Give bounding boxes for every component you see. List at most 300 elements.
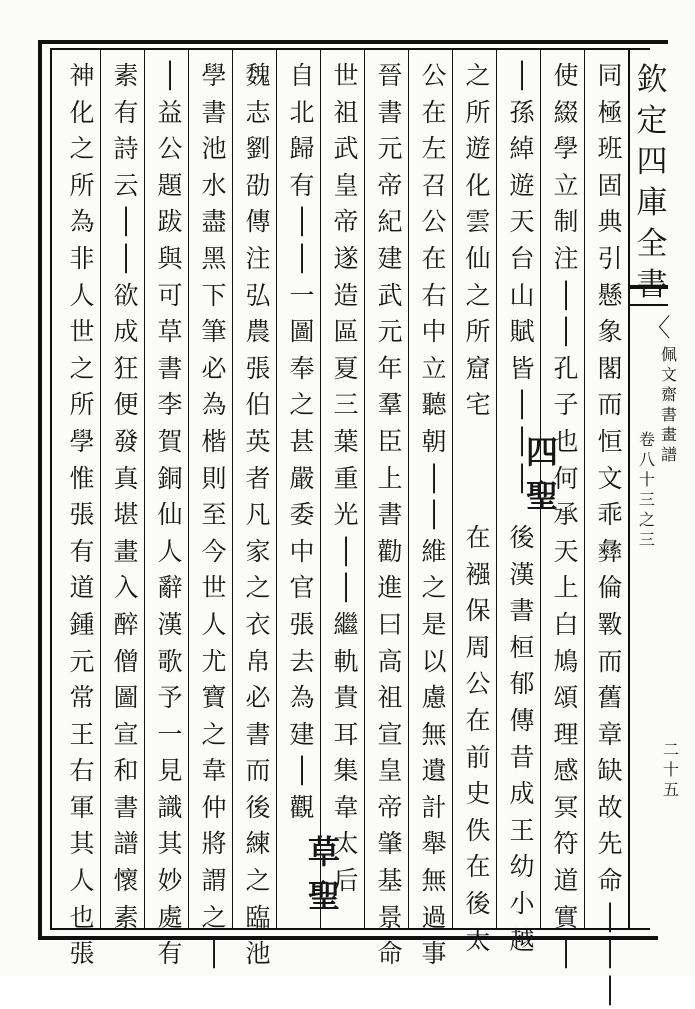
glyph: 素: [113, 61, 139, 90]
glyph: 之: [69, 134, 95, 164]
glyph: 典: [597, 207, 623, 237]
glyph: 跋: [157, 207, 183, 237]
glyph: 何: [553, 463, 579, 493]
glyph: 事: [421, 939, 447, 969]
glyph: 召: [421, 170, 447, 200]
glyph: 上: [377, 463, 403, 493]
glyph: 保: [465, 596, 491, 626]
glyph: 而: [245, 756, 271, 786]
glyph: 公: [421, 61, 447, 90]
glyph: 立: [421, 353, 447, 383]
section-marker: [640, 310, 676, 347]
glyph: 定: [636, 103, 668, 139]
glyph: 宅: [465, 390, 491, 420]
glyph: 為: [69, 207, 95, 237]
glyph: 元: [377, 134, 403, 164]
glyph: 王: [509, 815, 535, 845]
glyph: 斁: [597, 609, 623, 639]
glyph: 觀: [289, 792, 315, 822]
glyph: 全: [636, 226, 668, 262]
glyph: 歌: [157, 646, 183, 676]
glyph: 懸: [597, 280, 623, 310]
glyph: 譜: [113, 829, 139, 859]
glyph: 劉: [245, 134, 271, 164]
glyph: 衣: [245, 609, 271, 639]
glyph: 必: [245, 683, 271, 713]
glyph: 而: [597, 390, 623, 420]
glyph: 凡: [245, 500, 271, 530]
glyph: 所: [69, 390, 95, 420]
glyph: 冥: [553, 792, 579, 822]
glyph: 其: [157, 829, 183, 859]
glyph: 閣: [597, 353, 623, 383]
glyph: 郁: [509, 669, 535, 699]
glyph: 元: [69, 646, 95, 676]
glyph: 道: [553, 866, 579, 896]
glyph: 其: [69, 829, 95, 859]
glyph: 所: [465, 317, 491, 347]
glyph: │: [118, 243, 134, 273]
glyph: 聽: [421, 390, 447, 420]
glyph: │: [206, 939, 222, 969]
glyph: 懷: [113, 866, 139, 896]
glyph: 昔: [509, 742, 535, 772]
glyph: 尤: [201, 646, 227, 676]
glyph: 寶: [201, 683, 227, 713]
glyph: 無: [421, 866, 447, 896]
glyph: 堪: [113, 500, 139, 530]
book-title: [632, 60, 672, 306]
glyph: 綽: [509, 134, 535, 164]
glyph: 畫: [113, 536, 139, 566]
glyph: 孔: [553, 353, 579, 383]
glyph: 非: [69, 243, 95, 273]
glyph: 貴: [333, 683, 359, 713]
glyph: 宣: [377, 719, 403, 749]
glyph: 建: [377, 243, 403, 273]
glyph: 朝: [421, 426, 447, 456]
glyph: 委: [289, 500, 315, 530]
glyph: 去: [289, 646, 315, 676]
glyph: 雲: [465, 207, 491, 237]
glyph: 四: [636, 144, 668, 180]
glyph: 人: [201, 609, 227, 639]
glyph: 中: [421, 317, 447, 347]
glyph: 便: [113, 390, 139, 420]
glyph: 卷: [638, 430, 655, 449]
glyph: 書: [636, 267, 668, 303]
glyph: 神: [69, 61, 95, 90]
column-separator: [584, 50, 585, 928]
glyph: 之: [201, 902, 227, 932]
glyph: 缺: [597, 756, 623, 786]
glyph: 區: [333, 317, 359, 347]
glyph: 命: [377, 939, 403, 969]
glyph: │: [294, 756, 310, 786]
glyph: 八: [638, 450, 655, 469]
text-column: [460, 520, 496, 959]
glyph: 在: [421, 243, 447, 273]
glyph: 基: [377, 866, 403, 896]
glyph: 恒: [597, 426, 623, 456]
glyph: 在: [465, 705, 491, 735]
glyph: 一: [157, 719, 183, 749]
glyph: 天: [553, 536, 579, 566]
glyph: 傳: [509, 705, 535, 735]
glyph: 齋: [660, 385, 677, 404]
glyph: 世: [201, 573, 227, 603]
glyph: │: [294, 207, 310, 237]
glyph: 識: [157, 792, 183, 822]
glyph: │: [338, 536, 354, 566]
glyph: 為: [289, 683, 315, 713]
glyph: 無: [421, 719, 447, 749]
glyph: 命: [597, 866, 623, 896]
glyph: 彝: [597, 536, 623, 566]
glyph: 嚴: [289, 463, 315, 493]
glyph: 處: [157, 902, 183, 932]
glyph: 盡: [201, 207, 227, 237]
glyph: 皆: [509, 353, 535, 383]
glyph: 詩: [113, 134, 139, 164]
glyph: 賀: [157, 426, 183, 456]
text-column: [64, 58, 100, 973]
glyph: 上: [553, 573, 579, 603]
glyph: 鳩: [553, 646, 579, 676]
column-separator: [364, 50, 365, 928]
glyph: 故: [597, 792, 623, 822]
glyph: 帝: [333, 207, 359, 237]
glyph: 常: [69, 683, 95, 713]
glyph: 書: [377, 500, 403, 530]
glyph: 小: [509, 888, 535, 918]
glyph: 農: [245, 317, 271, 347]
glyph: 聖: [307, 877, 340, 915]
glyph: 引: [597, 243, 623, 273]
glyph: 四: [525, 433, 558, 471]
glyph: 注: [553, 243, 579, 273]
glyph: 韋: [333, 792, 359, 822]
glyph: 家: [245, 536, 271, 566]
glyph: 山: [509, 280, 535, 310]
glyph: 人: [69, 866, 95, 896]
glyph: 固: [597, 170, 623, 200]
glyph: 李: [157, 390, 183, 420]
glyph: 有: [289, 170, 315, 200]
glyph: 妙: [157, 866, 183, 896]
glyph: 有: [113, 97, 139, 127]
glyph: 池: [245, 939, 271, 969]
glyph: │: [162, 61, 178, 90]
glyph: 年: [377, 353, 403, 383]
glyph: 鍾: [69, 609, 95, 639]
glyph: 狂: [113, 353, 139, 383]
glyph: 而: [597, 646, 623, 676]
glyph: 承: [553, 500, 579, 530]
glyph: │: [558, 939, 574, 969]
glyph: 紀: [377, 207, 403, 237]
glyph: 僧: [113, 646, 139, 676]
glyph: 公: [157, 134, 183, 164]
glyph: 遂: [333, 243, 359, 273]
glyph: 惟: [69, 463, 95, 493]
glyph: 綴: [553, 97, 579, 127]
glyph: 在: [465, 523, 491, 552]
glyph: 草: [157, 317, 183, 347]
glyph: │: [558, 280, 574, 310]
text-column: [284, 58, 320, 826]
glyph: 象: [597, 317, 623, 347]
glyph: 必: [201, 353, 227, 383]
glyph: 書: [509, 596, 535, 626]
glyph: 至: [201, 500, 227, 530]
glyph: 五: [662, 780, 679, 799]
glyph: 公: [421, 207, 447, 237]
glyph: 池: [201, 134, 227, 164]
glyph: 之: [465, 61, 491, 90]
glyph: 以: [421, 646, 447, 676]
glyph: 化: [465, 170, 491, 200]
glyph: │: [514, 390, 530, 420]
glyph: 書: [660, 405, 677, 424]
glyph: 庫: [636, 185, 668, 221]
glyph: 先: [597, 829, 623, 859]
glyph: 注: [245, 243, 271, 273]
text-column: [108, 58, 144, 936]
glyph: 奉: [289, 353, 315, 383]
glyph: 之: [245, 866, 271, 896]
glyph: 世: [333, 61, 359, 90]
glyph: 書: [377, 97, 403, 127]
text-column: [592, 58, 628, 1009]
page-number: [660, 740, 682, 800]
glyph: 欽: [636, 62, 668, 98]
glyph: 也: [553, 426, 579, 456]
glyph: 軌: [333, 646, 359, 676]
glyph: 韋: [201, 756, 227, 786]
glyph: 三: [638, 490, 655, 509]
glyph: 慮: [421, 683, 447, 713]
glyph: 下: [201, 280, 227, 310]
glyph: 筆: [201, 317, 227, 347]
glyph: 進: [377, 573, 403, 603]
glyph: 曰: [377, 609, 403, 639]
glyph: 之: [245, 573, 271, 603]
glyph: │: [602, 902, 618, 932]
glyph: 張: [69, 500, 95, 530]
glyph: 可: [157, 280, 183, 310]
glyph: 則: [201, 463, 227, 493]
outer-border-top: [38, 40, 668, 44]
glyph: 立: [553, 170, 579, 200]
glyph: │: [338, 573, 354, 603]
column-separator: [100, 50, 101, 928]
glyph: 臣: [377, 426, 403, 456]
glyph: 與: [157, 243, 183, 273]
glyph: 祖: [333, 97, 359, 127]
glyph: 英: [245, 426, 271, 456]
glyph: 也: [69, 902, 95, 932]
glyph: 制: [553, 207, 579, 237]
glyph: │: [514, 463, 530, 493]
glyph: 佚: [465, 815, 491, 845]
glyph: 遊: [509, 170, 535, 200]
glyph: 夏: [333, 353, 359, 383]
glyph: │: [514, 61, 530, 90]
glyph: 章: [597, 719, 623, 749]
column-separator: [320, 50, 321, 928]
glyph: 道: [69, 573, 95, 603]
glyph: 銅: [157, 463, 183, 493]
glyph: 元: [377, 317, 403, 347]
glyph: 公: [465, 669, 491, 699]
glyph: 使: [553, 61, 579, 90]
glyph: 十: [662, 760, 679, 779]
glyph: 維: [421, 536, 447, 566]
glyph: 前: [465, 742, 491, 772]
column-separator: [188, 50, 189, 928]
glyph: 后: [333, 866, 359, 896]
inner-border-top: [50, 48, 650, 50]
text-column: [504, 520, 540, 959]
glyph: │: [602, 975, 618, 1005]
glyph: 右: [69, 756, 95, 786]
glyph: 發: [113, 426, 139, 456]
glyph: │: [602, 939, 618, 969]
glyph: 之: [421, 573, 447, 603]
glyph: 益: [157, 97, 183, 127]
glyph: 謂: [201, 866, 227, 896]
glyph: 王: [69, 719, 95, 749]
glyph: 符: [553, 829, 579, 859]
glyph: 耳: [333, 719, 359, 749]
glyph: 後: [465, 888, 491, 918]
glyph: 三: [638, 530, 655, 549]
outer-border-left: [38, 40, 42, 940]
glyph: 佩: [660, 345, 677, 364]
glyph: 天: [509, 207, 535, 237]
glyph: 書: [245, 719, 271, 749]
glyph: 宣: [113, 719, 139, 749]
glyph: 同: [597, 61, 623, 90]
column-separator: [144, 50, 145, 928]
glyph: 素: [113, 902, 139, 932]
glyph: 圖: [289, 317, 315, 347]
glyph: 高: [377, 646, 403, 676]
glyph: 越: [509, 925, 535, 955]
glyph: 極: [597, 97, 623, 127]
glyph: 人: [157, 536, 183, 566]
glyph: 孫: [509, 97, 535, 127]
column-rule: [628, 48, 630, 928]
glyph: 〈: [645, 313, 671, 342]
glyph: 桓: [509, 632, 535, 662]
glyph: 成: [113, 317, 139, 347]
glyph: 題: [157, 170, 183, 200]
glyph: 張: [69, 939, 95, 969]
glyph: 遊: [465, 134, 491, 164]
glyph: │: [294, 243, 310, 273]
glyph: 伯: [245, 390, 271, 420]
glyph: 右: [421, 280, 447, 310]
glyph: 遺: [421, 756, 447, 786]
glyph: 舉: [421, 829, 447, 859]
glyph: 圖: [113, 683, 139, 713]
glyph: 帝: [377, 170, 403, 200]
glyph: 台: [509, 243, 535, 273]
column-separator: [232, 50, 233, 928]
text-column: [416, 58, 452, 973]
glyph: 楷: [201, 426, 227, 456]
glyph: 在: [421, 97, 447, 127]
glyph: 理: [553, 719, 579, 749]
glyph: │: [118, 207, 134, 237]
glyph: 之: [289, 390, 315, 420]
glyph: 集: [333, 756, 359, 786]
glyph: │: [558, 317, 574, 347]
glyph: 白: [553, 609, 579, 639]
heading-cao-sheng: [306, 830, 342, 918]
glyph: 武: [333, 134, 359, 164]
glyph: 有: [69, 536, 95, 566]
text-column: [460, 58, 496, 424]
glyph: 世: [69, 317, 95, 347]
sub-title: [658, 345, 680, 465]
glyph: 練: [245, 829, 271, 859]
glyph: 人: [69, 280, 95, 310]
glyph: 之: [69, 353, 95, 383]
glyph: │: [426, 463, 442, 493]
glyph: 頌: [553, 683, 579, 713]
glyph: 班: [597, 134, 623, 164]
glyph: 黑: [201, 243, 227, 273]
glyph: 一: [289, 280, 315, 310]
glyph: 幼: [509, 852, 535, 882]
glyph: 辭: [157, 573, 183, 603]
glyph: 光: [333, 500, 359, 530]
glyph: 真: [113, 463, 139, 493]
glyph: 軍: [69, 792, 95, 822]
glyph: 畫: [660, 425, 677, 444]
glyph: 實: [553, 902, 579, 932]
glyph: 傳: [245, 207, 271, 237]
glyph: 將: [201, 829, 227, 859]
glyph: 皇: [377, 756, 403, 786]
glyph: 之: [638, 510, 655, 529]
glyph: 書: [113, 792, 139, 822]
glyph: 文: [597, 463, 623, 493]
glyph: 乖: [597, 500, 623, 530]
glyph: 武: [377, 280, 403, 310]
glyph: 祖: [377, 683, 403, 713]
glyph: 自: [289, 61, 315, 90]
text-column: [372, 58, 408, 973]
glyph: 晉: [377, 61, 403, 90]
glyph: 皇: [333, 170, 359, 200]
column-separator: [276, 50, 277, 928]
glyph: │: [514, 426, 530, 456]
glyph: 弘: [245, 280, 271, 310]
glyph: 子: [553, 390, 579, 420]
glyph: 為: [201, 390, 227, 420]
glyph: 左: [421, 134, 447, 164]
glyph: 化: [69, 97, 95, 127]
glyph: 所: [465, 97, 491, 127]
glyph: 張: [245, 353, 271, 383]
glyph: 者: [245, 463, 271, 493]
glyph: 所: [69, 170, 95, 200]
glyph: 周: [465, 632, 491, 662]
